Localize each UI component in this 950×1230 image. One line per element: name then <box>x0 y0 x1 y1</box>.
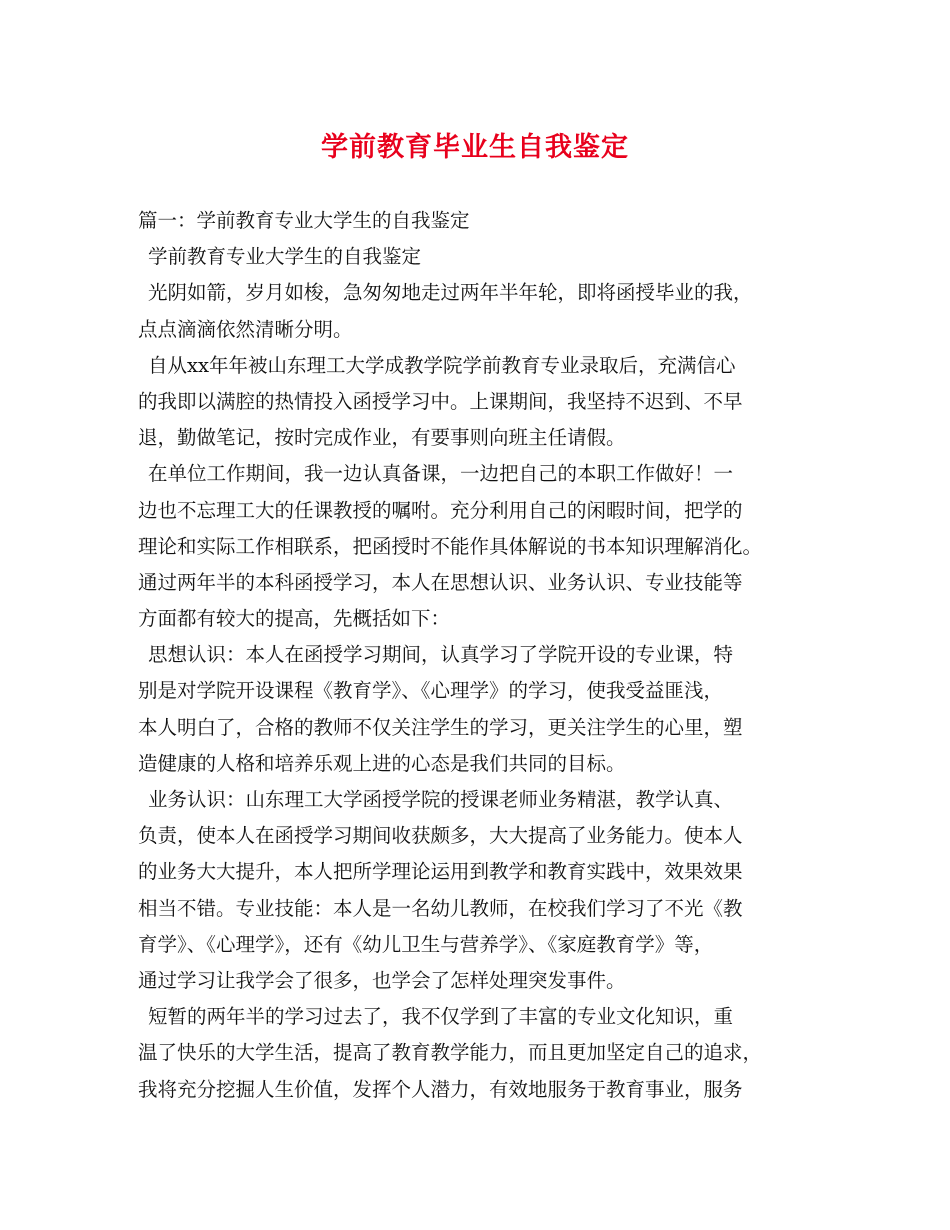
text-line: 自从xx年年被山东理工大学成教学院学前教育专业录取后，充满信心 <box>148 353 736 377</box>
subheading: 学前教育专业大学生的自我鉴定 <box>148 245 422 269</box>
text-line: 理论和实际工作相联系，把函授时不能作具体解说的书本知识理解消化。 <box>138 534 763 558</box>
text-line: 温了快乐的大学生活，提高了教育教学能力，而且更加坚定自己的追求， <box>138 1041 763 1065</box>
text-line: 我将充分挖掘人生价值，发挥个人潜力，有效地服务于教育事业，服务 <box>138 1077 743 1101</box>
text-line: 短暂的两年半的学习过去了，我不仅学到了丰富的专业文化知识，重 <box>148 1005 734 1029</box>
text-line: 相当不错。专业技能：本人是一名幼儿教师，在校我们学习了不光《教 <box>138 896 743 920</box>
text-line: 思想认识：本人在函授学习期间，认真学习了学院开设的专业课，特 <box>148 643 734 667</box>
text-line: 的我即以满腔的热情投入函授学习中。上课期间，我坚持不迟到、不早 <box>138 389 743 413</box>
text-line: 业务认识：山东理工大学函授学院的授课老师业务精湛，教学认真、 <box>148 788 734 811</box>
text-line: 在单位工作期间，我一边认真备课，一边把自己的本职工作做好！一 <box>148 462 734 486</box>
text-line: 育学》、《心理学》，还有《幼儿卫生与营养学》、《家庭教育学》等， <box>138 932 714 956</box>
document-title: 学前教育毕业生自我鉴定 <box>321 132 629 163</box>
text-line: 退，勤做笔记，按时完成作业，有要事则向班主任请假。 <box>138 426 626 450</box>
document-body <box>138 203 828 1108</box>
section-heading: 篇一：学前教育专业大学生的自我鉴定 <box>138 209 470 232</box>
text-line: 通过两年半的本科函授学习，本人在思想认识、业务认识、专业技能等 <box>138 570 743 594</box>
text-line: 别是对学院开设课程《教育学》、《心理学》的学习，使我受益匪浅， <box>138 679 724 703</box>
text-line: 负责，使本人在函授学习期间收获颇多，大大提高了业务能力。使本人 <box>138 824 743 848</box>
text-line: 本人明白了，合格的教师不仅关注学生的学习，更关注学生的心里，塑 <box>138 715 743 739</box>
text-line: 造健康的人格和培养乐观上进的心态是我们共同的目标。 <box>138 751 626 775</box>
text-line: 点点滴滴依然清晰分明。 <box>138 317 353 341</box>
text-line: 光阴如箭，岁月如梭，急匆匆地走过两年半年轮，即将函授毕业的我， <box>148 281 753 305</box>
text-line: 方面都有较大的提高，先概括如下： <box>138 607 451 631</box>
text-line: 边也不忘理工大的任课教授的嘱咐。充分利用自己的闲暇时间，把学的 <box>138 498 743 522</box>
text-line: 通过学习让我学会了很多，也学会了怎样处理突发事件。 <box>138 968 626 992</box>
text-line: 的业务大大提升，本人把所学理论运用到教学和教育实践中，效果效果 <box>138 860 743 884</box>
